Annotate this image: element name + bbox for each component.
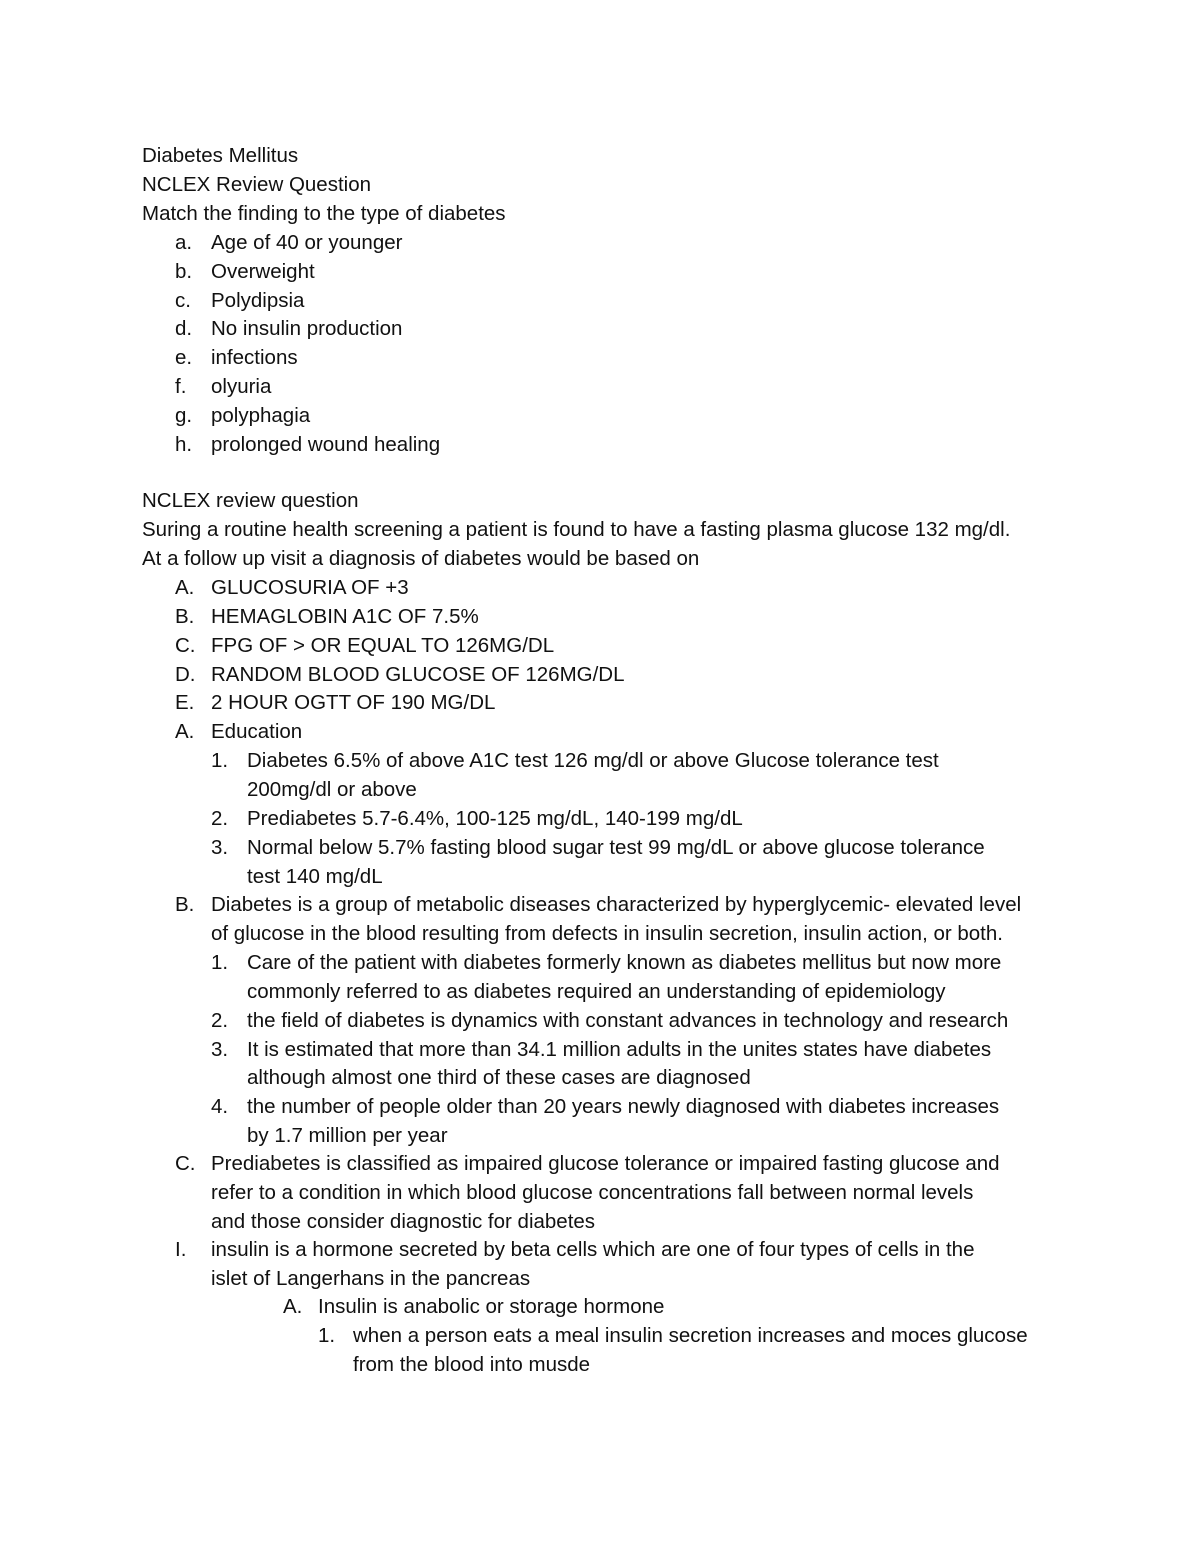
- education-item-line: Diabetes 6.5% of above A1C test 126 mg/dl or above Glucose tolerance test: [247, 749, 939, 772]
- prediabetes-line: Prediabetes is classified as impaired glucose tolerance or impaired fasting glucose and: [211, 1152, 1000, 1175]
- list-marker: 1.: [211, 749, 229, 772]
- insulin-line: insulin is a hormone secreted by beta cells which are one of four types of cells in the: [211, 1238, 975, 1261]
- list-item-text: 2 HOUR OGTT OF 190 MG/DL: [211, 691, 496, 714]
- insulin-line: islet of Langerhans in the pancreas: [211, 1267, 531, 1290]
- list-item-text: infections: [211, 346, 298, 369]
- insulin-sub-item-line: when a person eats a meal insulin secretion increases and moces glucose: [353, 1324, 1028, 1347]
- insulin-sub-item-line: from the blood into musde: [353, 1353, 591, 1376]
- list-marker: A.: [283, 1295, 303, 1318]
- definition-line: Diabetes is a group of metabolic diseases characterized by hyperglycemic- elevated level: [211, 893, 1022, 916]
- prediabetes-line: and those consider diagnostic for diabetes: [211, 1210, 596, 1233]
- list-marker: 2.: [211, 1009, 229, 1032]
- list-marker: E.: [175, 691, 195, 714]
- list-item-text: olyuria: [211, 375, 272, 398]
- list-item-text: No insulin production: [211, 317, 403, 340]
- list-item-text: Polydipsia: [211, 289, 305, 312]
- list-marker: I.: [175, 1238, 187, 1261]
- list-marker: 2.: [211, 807, 229, 830]
- insulin-sub-heading: Insulin is anabolic or storage hormone: [318, 1295, 665, 1318]
- list-marker: d.: [175, 317, 193, 340]
- list-marker: g.: [175, 404, 193, 427]
- definition-item-line: It is estimated that more than 34.1 million adults in the unites states have diabetes: [247, 1038, 992, 1061]
- list-marker: C.: [175, 1152, 196, 1175]
- list-marker: 3.: [211, 836, 229, 859]
- list-marker: e.: [175, 346, 193, 369]
- list-item-text: polyphagia: [211, 404, 311, 427]
- q1-prompt: Match the finding to the type of diabetes: [142, 202, 506, 225]
- list-marker: h.: [175, 433, 193, 456]
- definition-item-line: Care of the patient with diabetes formerly known as diabetes mellitus but now more: [247, 951, 1002, 974]
- definition-line: of glucose in the blood resulting from defects in insulin secretion, insulin action, or both.: [211, 922, 1003, 945]
- list-item-text: Age of 40 or younger: [211, 231, 403, 254]
- definition-item-line: the number of people older than 20 years newly diagnosed with diabetes increases: [247, 1095, 1000, 1118]
- education-item-line: 200mg/dl or above: [247, 778, 417, 801]
- list-marker: A.: [175, 576, 195, 599]
- list-item-text: prolonged wound healing: [211, 433, 441, 456]
- education-item-line: Prediabetes 5.7-6.4%, 100-125 mg/dL, 140-199 mg/dL: [247, 807, 743, 830]
- definition-item-line: although almost one third of these cases are diagnosed: [247, 1066, 751, 1089]
- list-marker: 4.: [211, 1095, 229, 1118]
- list-item-text: GLUCOSURIA OF +3: [211, 576, 409, 599]
- q2-prompt-line-2: At a follow up visit a diagnosis of diabetes would be based on: [142, 547, 700, 570]
- list-marker: C.: [175, 634, 196, 657]
- definition-item-line: commonly referred to as diabetes required an understanding of epidemiology: [247, 980, 946, 1003]
- definition-item-line: the field of diabetes is dynamics with constant advances in technology and research: [247, 1009, 1009, 1032]
- list-item-text: RANDOM BLOOD GLUCOSE OF 126MG/DL: [211, 663, 625, 686]
- list-marker: 3.: [211, 1038, 229, 1061]
- list-marker: B.: [175, 605, 195, 628]
- list-item-text: Overweight: [211, 260, 315, 283]
- list-marker: f.: [175, 375, 187, 398]
- list-item-text: FPG OF > OR EQUAL TO 126MG/DL: [211, 634, 555, 657]
- definition-item-line: by 1.7 million per year: [247, 1124, 448, 1147]
- list-item-text: HEMAGLOBIN A1C OF 7.5%: [211, 605, 479, 628]
- list-marker: 1.: [318, 1324, 336, 1347]
- prediabetes-line: refer to a condition in which blood glucose concentrations fall between normal levels: [211, 1181, 974, 1204]
- list-marker: a.: [175, 231, 193, 254]
- list-marker: c.: [175, 289, 191, 312]
- document-subtitle: NCLEX Review Question: [142, 173, 372, 196]
- list-marker: b.: [175, 260, 193, 283]
- q2-prompt-line-1: Suring a routine health screening a patient is found to have a fasting plasma glucose 132 mg/dl.: [142, 518, 1011, 541]
- education-heading: Education: [211, 720, 303, 743]
- list-marker: A.: [175, 720, 195, 743]
- list-marker: D.: [175, 663, 196, 686]
- q2-heading: NCLEX review question: [142, 489, 359, 512]
- education-item-line: test 140 mg/dL: [247, 865, 383, 888]
- list-marker: B.: [175, 893, 195, 916]
- education-item-line: Normal below 5.7% fasting blood sugar test 99 mg/dL or above glucose tolerance: [247, 836, 985, 859]
- list-marker: 1.: [211, 951, 229, 974]
- document-title: Diabetes Mellitus: [142, 144, 299, 167]
